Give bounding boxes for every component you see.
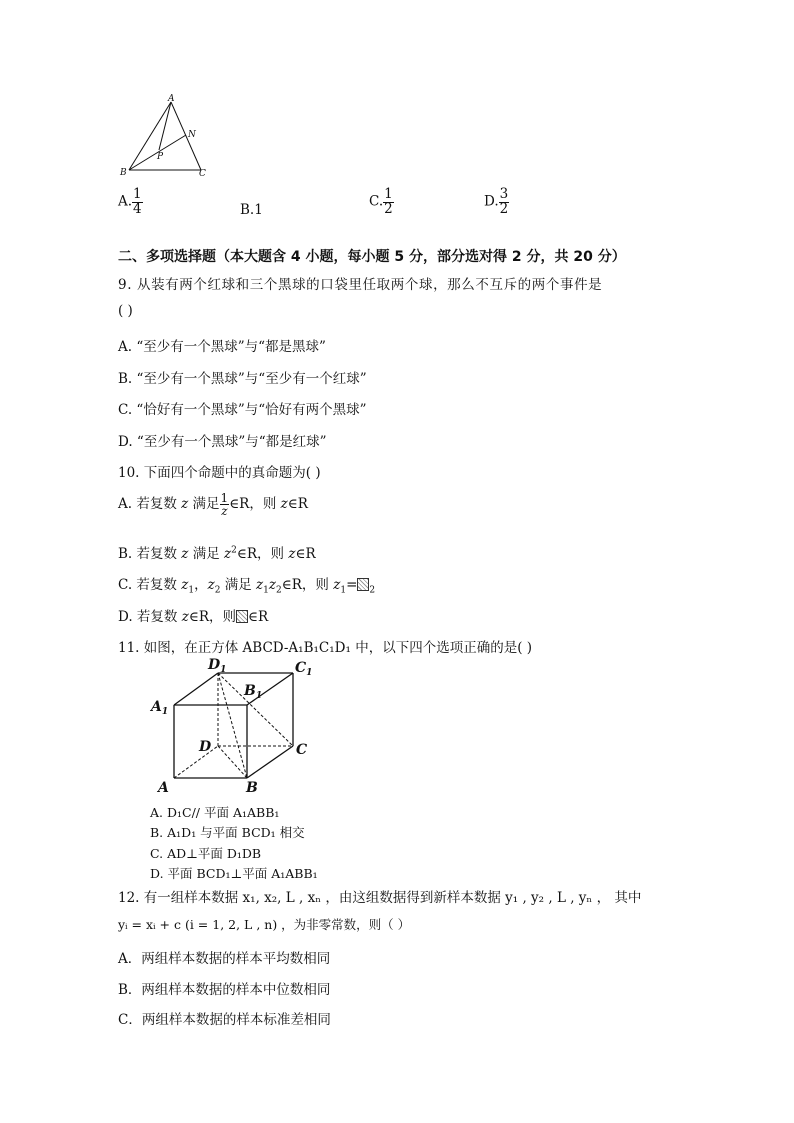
- conjugate-z-image: [236, 610, 248, 623]
- q10-option-a: A. 若复数 z 满足 $\frac{1}{z}$ ∈R，则 z∈R: [118, 491, 308, 518]
- q12-option-c: C．两组样本数据的样本标准差相同: [118, 1012, 331, 1028]
- label-n: N: [188, 130, 196, 140]
- conjugate-z-image: [357, 578, 369, 591]
- triangle-figure: [115, 92, 215, 184]
- q8-option-d: D. $\frac{3}{2}$: [484, 186, 509, 217]
- label-b: B: [120, 168, 127, 178]
- q10-option-b: B. 若复数 z 满足 $z^2\in R$，则 z∈R: [118, 545, 316, 562]
- q11-stem: 11. 如图，在正方体 ABCD-A₁B₁C₁D₁ 中，以下四个选项正确的是( ): [118, 640, 533, 656]
- q11-option-a: A. D₁C// 平面 A₁ABB₁: [150, 805, 280, 820]
- label-c: C: [199, 169, 206, 179]
- q8-option-c: C. $\frac{1}{2}$: [369, 186, 393, 217]
- label-a: A: [168, 94, 175, 104]
- q9-option-b: B. “至少有一个黑球”与“至少有一个红球”: [118, 371, 367, 387]
- q12-stem: 12. 有一组样本数据 x₁, x₂, L , xₙ ，由这组数据得到新样本数据 y₁ , y₂ , L , yₙ ， 其中: [118, 890, 642, 906]
- q10-option-d: D. 若复数 z∈R，则 ∈R: [118, 609, 269, 625]
- q8-option-a: A. $\frac{1}{4}$: [118, 186, 142, 217]
- svg-text:D: D: [199, 739, 212, 755]
- svg-text:A1: $A_1$: [151, 699, 169, 717]
- q9-option-d: D. “至少有一个黑球”与“都是红球”: [118, 434, 327, 450]
- q9-option-c: C. “恰好有一个黑球”与“恰好有两个黑球”: [118, 402, 367, 418]
- svg-text:B1: $B_1$: [244, 683, 263, 701]
- svg-text:D1: $D_1$: [208, 657, 227, 675]
- q9-paren: ( ): [118, 303, 133, 319]
- label-p: P: [157, 152, 164, 162]
- q10-option-c: C. 若复数 $z_1$，$z_2$ 满足 $z_1z_2\in R$，则 $z_1= _2$: [118, 577, 376, 596]
- svg-text:C1: $C_1$: [295, 660, 313, 678]
- svg-text:A: A: [158, 780, 169, 796]
- svg-text:B: B: [246, 780, 258, 796]
- q9-option-a: A. “至少有一个黑球”与“都是黑球”: [118, 339, 326, 355]
- cube-figure: [148, 656, 328, 801]
- section2-heading: 二、多项选择题（本大题含 4 小题，每小题 5 分，部分选对得 2 分，共 20 分）: [118, 249, 626, 265]
- q12-option-a: A．两组样本数据的样本平均数相同: [118, 951, 331, 967]
- q11-option-d: D. 平面 BCD₁⊥平面 A₁ABB₁: [150, 866, 318, 881]
- q12-option-b: B．两组样本数据的样本中位数相同: [118, 982, 331, 998]
- svg-text:C: C: [296, 742, 308, 758]
- q12-line2: yᵢ = xᵢ + c (i = 1, 2, L , n) ，为非零常数，则（ ）: [118, 917, 411, 932]
- q9-stem: 9. 从装有两个红球和三个黑球的口袋里任取两个球，那么不互斥的两个事件是: [118, 277, 603, 293]
- q11-option-c: C. AD⊥平面 D₁DB: [150, 846, 262, 861]
- q11-option-b: B. A₁D₁ 与平面 BCD₁ 相交: [150, 825, 305, 840]
- q10-stem: 10. 下面四个命题中的真命题为( ): [118, 465, 321, 481]
- q8-option-b: B.1: [240, 202, 263, 218]
